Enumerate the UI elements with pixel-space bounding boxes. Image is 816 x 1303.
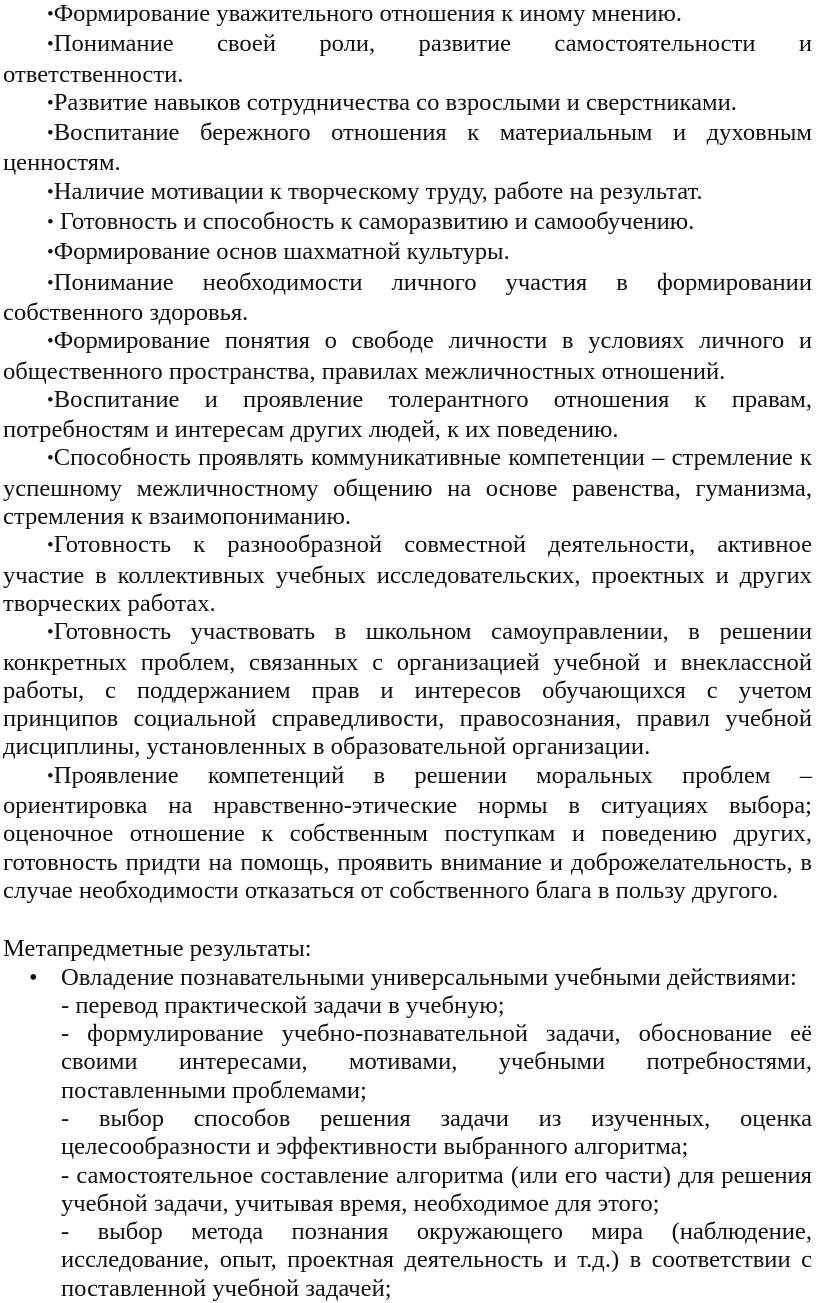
cognitive-actions-body <box>61 964 812 1303</box>
bullet-icon: • <box>47 212 54 233</box>
bullet-icon: • <box>47 182 54 203</box>
list-item: •Способность проявлять коммуникативные компетенции – стремление к успешному межличностному общению на основе равенства, гуманизма, стремления к взаимопониманию. <box>3 444 812 531</box>
list-item: - выбор метода познания окружающего мира (наблюдение, исследование, опыт, проектная деятельность и т.д.) в соответствии с поставленной учебной задачей; <box>61 1218 812 1303</box>
list-item: •Формирование уважительного отношения к иному мнению. <box>3 0 812 30</box>
list-item: •Проявление компетенций в решении моральных проблем – ориентировка на нравственно-этические нормы в ситуациях выбора; оценочное отношение к собственным поступкам и поведению других, готовность придти на помощь, проявить внимание и доброжелательность, в случае необходимости отказаться от собственного блага в пользу другого. <box>3 762 812 905</box>
list-item: •Готовность к разнообразной совместной деятельности, активное участие в коллективных учебных исследовательских, проектных и других творческих работах. <box>3 531 812 618</box>
list-item: •Наличие мотивации к творческому труду, работе на результат. <box>3 178 812 208</box>
personal-results-list <box>3 0 812 905</box>
bullet-icon: • <box>47 4 54 25</box>
list-item: - перевод практической задачи в учебную; <box>61 992 812 1020</box>
list-item: • Готовность и способность к саморазвитию и самообучению. <box>3 208 812 238</box>
list-item: •Воспитание и проявление толерантного отношения к правам, потребностям и интересам других людей, к их поведению. <box>3 386 812 445</box>
list-item: •Понимание необходимости личного участия в формировании собственного здоровья. <box>3 269 812 328</box>
bullet-icon: • <box>47 331 54 352</box>
bullet-icon: • <box>47 273 54 294</box>
cognitive-actions-block <box>3 964 812 1303</box>
section-spacer <box>3 905 812 935</box>
list-item: - выбор способов решения задачи из изученных, оценка целесообразности и эффективности выбранного алгоритма; <box>61 1105 812 1162</box>
bullet-icon: • <box>47 34 54 55</box>
bullet-icon: • <box>47 390 54 411</box>
bullet-icon: • <box>3 964 61 992</box>
section-heading: Метапредметные результаты: <box>3 935 812 963</box>
bullet-icon: • <box>47 622 54 643</box>
list-item: - самостоятельное составление алгоритма (или его части) для решения учебной задачи, учитывая время, необходимое для этого; <box>61 1162 812 1219</box>
list-item: •Формирование понятия о свободе личности в условиях личного и общественного пространства, правилах межличностных отношений. <box>3 327 812 386</box>
list-item: •Понимание своей роли, развитие самостоятельности и ответственности. <box>3 30 812 89</box>
list-item: •Развитие навыков сотрудничества со взрослыми и сверстниками. <box>3 89 812 119</box>
cognitive-actions-heading: Овладение познавательными универсальными учебными действиями: <box>61 964 812 992</box>
bullet-icon: • <box>47 535 54 556</box>
list-item: •Формирование основ шахматной культуры. <box>3 238 812 268</box>
bullet-icon: • <box>47 448 54 469</box>
bullet-icon: • <box>47 242 54 263</box>
bullet-icon: • <box>47 766 54 787</box>
list-item: •Воспитание бережного отношения к материальным и духовным ценностям. <box>3 119 812 178</box>
bullet-icon: • <box>47 93 54 114</box>
bullet-icon: • <box>47 123 54 144</box>
list-item: - формулирование учебно-познавательной задачи, обоснование её своими интересами, мотивами, учебными потребностями, поставленными проблемами; <box>61 1020 812 1105</box>
list-item: •Готовность участвовать в школьном самоуправлении, в решении конкретных проблем, связанных с организацией учебной и внеклассной работы, с поддержанием прав и интересов обучающихся с учетом принципов социальной справедливости, правосознания, правил учебной дисциплины, установленных в образовательной организации. <box>3 618 812 761</box>
